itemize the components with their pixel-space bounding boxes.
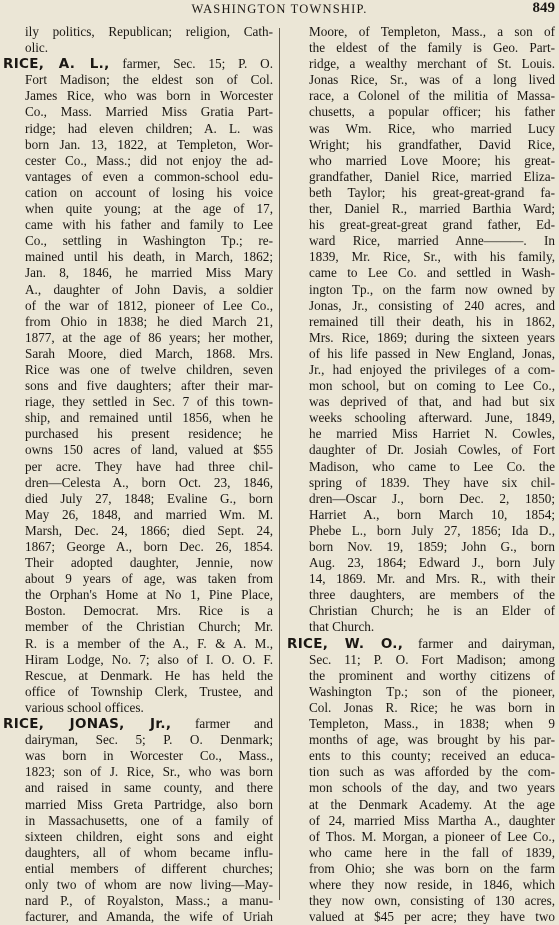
text-line	[287, 121, 555, 137]
text-line	[287, 587, 555, 603]
text-line	[3, 249, 273, 265]
line-text: Wright; his grandfather, David Rice,	[309, 136, 555, 152]
line-text: cester Co., Mass.; did not enjoy the ad-	[25, 152, 273, 168]
text-line	[3, 298, 273, 314]
line-text: beth Taylor; his great-great-grand fa-	[309, 184, 555, 200]
text-line	[3, 121, 273, 137]
text-line	[3, 442, 273, 458]
line-text: mon schools of the day, and two years	[309, 780, 555, 796]
line-text: Jan. 8, 1846, he married Miss Mary	[25, 265, 273, 281]
text-line	[287, 909, 555, 925]
text-line	[287, 684, 555, 700]
text-line	[287, 845, 555, 861]
line-text: his great-great-great grand father, Ed-	[309, 217, 555, 233]
line-text: Jr., had enjoyed the privileges of a com-	[309, 361, 555, 377]
line-text: Aug. 23, 1864; Edward J., born July	[309, 555, 555, 571]
line-text: Washington Tp.; son of the pioneer,	[309, 683, 555, 699]
text-line	[3, 426, 273, 442]
text-line	[287, 88, 555, 104]
line-text: race, a Colonel of the militia of Massa-	[309, 88, 555, 104]
line-text: dairyman, Sec. 5; P. O. Denmark;	[25, 732, 273, 748]
text-line	[3, 780, 273, 796]
text-line	[3, 603, 273, 619]
right-column	[287, 24, 556, 925]
text-line	[3, 201, 273, 217]
text-line	[287, 346, 555, 362]
text-line	[287, 459, 555, 475]
line-text: valued at $45 per acre; they have two	[309, 909, 555, 925]
line-text: weeks schooling afterward. June, 1849,	[309, 410, 555, 426]
line-text: farmer and	[171, 716, 273, 732]
line-text: 14, 1869. Mr. and Mrs. R., with their	[309, 571, 555, 587]
text-line	[287, 362, 555, 378]
line-text: Madison, who came to Lee Co. the	[309, 458, 555, 474]
text-line	[287, 507, 555, 523]
line-text: Boston. Democrat. Mrs. Rice is a	[25, 603, 273, 619]
text-line	[287, 233, 555, 249]
line-text: died July 27, 1848; Evaline G., born	[25, 490, 273, 506]
line-text: remained till their death, his in 1862,	[309, 313, 555, 329]
text-line	[287, 137, 555, 153]
page-number: 849	[532, 0, 555, 16]
text-line	[287, 893, 555, 909]
text-line	[3, 88, 273, 104]
text-line	[3, 797, 273, 813]
text-line	[287, 153, 555, 169]
text-line	[287, 829, 555, 845]
text-line	[3, 668, 273, 684]
line-text: ridge, a wealthy merchant of St. Louis.	[309, 56, 555, 72]
text-line	[3, 587, 273, 603]
text-line	[3, 877, 273, 893]
line-text: who married Love Moore; his great-	[309, 152, 555, 168]
line-text: Jonas Rice, Sr., was of a long lived	[309, 72, 555, 88]
line-text: A., daughter of John Davis, a soldier	[25, 281, 273, 297]
text-line	[3, 394, 273, 410]
line-text: sixteen children, eight sons and eight	[25, 828, 273, 844]
line-text: nard P., of Royalston, Mass.; a manu-	[25, 893, 273, 909]
text-line	[3, 346, 273, 362]
text-line	[3, 233, 273, 249]
line-text: cation on account of losing his voice	[25, 184, 273, 200]
line-text: Co., Mass. Married Miss Gratia Part-	[25, 104, 273, 120]
text-line	[3, 764, 273, 780]
text-line	[287, 265, 555, 281]
line-text: where they now reside, in 1846, which	[309, 876, 555, 892]
text-line	[287, 716, 555, 732]
text-line	[3, 700, 273, 716]
entry-name-heading: RICE, W. O.,	[287, 635, 404, 652]
line-text: vantages of even a common-school edu-	[25, 168, 273, 184]
line-text: months of age, was brought by his par-	[309, 732, 555, 748]
text-line	[3, 861, 273, 877]
line-text: of the war of 1812, pioneer of Lee Co.,	[25, 297, 273, 313]
line-text: ily politics, Republican; religion, Cath-	[25, 24, 273, 39]
text-line	[287, 426, 555, 442]
line-text: olic.	[25, 40, 49, 56]
line-text: Jonas, Jr., consisting of 240 acres, and	[309, 297, 555, 313]
text-line	[3, 571, 273, 587]
line-text: per acre. They have had three chil-	[25, 458, 273, 474]
text-line	[3, 378, 273, 394]
text-line	[287, 732, 555, 748]
line-text: married Miss Greta Partridge, also born	[25, 796, 273, 812]
line-text: tion such as was afforded by the com-	[309, 764, 555, 780]
text-line	[3, 459, 273, 475]
text-line	[287, 298, 555, 314]
text-line	[3, 40, 273, 56]
text-line	[287, 249, 555, 265]
line-text: mained until his death, in March, 1862;	[25, 249, 273, 265]
text-line	[287, 491, 555, 507]
line-text: from Ohio; she was born on the farm	[309, 860, 555, 876]
entry-name-heading: RICE, JONAS, Jr.,	[3, 716, 172, 733]
text-line	[3, 555, 273, 571]
line-text: came with his father and family to Lee	[25, 217, 273, 233]
line-text: 1839, Mr. Rice, Sr., with his family,	[309, 249, 555, 265]
line-text: when quite young; at the age of 17,	[25, 201, 273, 217]
line-text: 1823; son of J. Rice, Sr., who was born	[25, 764, 273, 780]
line-text: riage, they settled in Sec. 7 of this town-	[25, 394, 273, 410]
line-text: 1867; George A., born Dec. 26, 1854.	[25, 539, 273, 554]
line-text: of his life passed in New England, Jonas,	[309, 345, 555, 361]
line-text: various school offices.	[25, 699, 144, 715]
text-line	[287, 619, 555, 635]
text-line	[3, 265, 273, 281]
text-line	[3, 507, 273, 523]
line-text: Templeton, Mass., in 1838; when 9	[309, 716, 555, 732]
text-line	[3, 684, 273, 700]
line-text: ward Rice, married Anne———. In	[309, 233, 555, 249]
line-text: Harriet A., born March 10, 1854;	[309, 506, 555, 522]
text-line	[3, 491, 273, 507]
line-text: that Church.	[309, 619, 375, 635]
text-line	[3, 72, 273, 88]
text-line	[287, 282, 555, 298]
line-text: Moore, of Templeton, Mass., a son of	[309, 24, 555, 39]
text-line	[3, 829, 273, 845]
text-line	[287, 330, 555, 346]
text-line	[3, 362, 273, 378]
line-text: they now own, consisting of 130 acres,	[309, 893, 555, 909]
line-text: ship, and remained until 1856, when he	[25, 410, 273, 426]
line-text: the prominent and worthy citizens of	[309, 667, 555, 683]
line-text: owns 150 acres of land, valued at $55	[25, 442, 273, 458]
line-text: the Orphan's Home at No 1, Pine Place,	[25, 587, 273, 603]
line-text: ents to this county; received an educa-	[309, 748, 555, 764]
line-text: Their adopted daughter, Jennie, now	[25, 555, 273, 571]
line-text: farmer, Sec. 15; P. O.	[109, 56, 273, 72]
text-line	[287, 571, 555, 587]
line-text: Phebe L., born July 27, 1856; Ida D.,	[309, 522, 555, 538]
text-line	[287, 523, 555, 539]
text-line	[287, 797, 555, 813]
text-line	[3, 282, 273, 298]
text-line	[3, 137, 273, 153]
line-text: born Jan. 13, 1822, at Templeton, Wor-	[25, 136, 273, 152]
line-text: ther, Daniel R., married Barthia Ward;	[309, 201, 555, 217]
line-text: member of the Christian Church; Mr.	[25, 619, 273, 635]
line-text: Hiram Lodge, No. 7; also of I. O. O. F.	[25, 651, 273, 667]
text-line	[3, 636, 273, 652]
text-line	[287, 539, 555, 555]
column-rule	[279, 28, 280, 900]
line-text: the eldest of the family is Geo. Part-	[309, 40, 555, 56]
line-text: James Rice, who was born in Worcester	[25, 88, 273, 104]
line-text: Sarah Moore, died March, 1868. Mrs.	[25, 345, 273, 361]
line-text: daughter of Dr. Josiah Cowles, of Fort	[309, 442, 555, 458]
line-text: Col. Jonas R. Rice; he was born in	[309, 699, 555, 715]
text-line	[287, 700, 555, 716]
line-text: Rice was one of twelve children, seven	[25, 361, 273, 377]
line-text: dren—Oscar J., born Dec. 2, 1850;	[309, 490, 555, 506]
text-line	[3, 813, 273, 829]
text-line	[287, 813, 555, 829]
line-text: in Massachusetts, one of a family of	[25, 812, 273, 828]
line-text: ential members of different churches;	[25, 860, 273, 876]
text-line	[287, 56, 555, 72]
line-text: facturer, and Amanda, the wife of Uriah	[25, 909, 273, 925]
text-line	[287, 475, 555, 491]
line-text: of 24, married Miss Martha A., daughter	[309, 812, 555, 828]
entry-name-heading: RICE, A. L.,	[3, 56, 110, 73]
text-line	[287, 185, 555, 201]
text-line	[3, 716, 273, 732]
text-line	[3, 169, 273, 185]
text-line	[3, 539, 273, 555]
text-line	[287, 780, 555, 796]
text-line	[3, 217, 273, 233]
line-text: purchased his present residence; he	[25, 426, 273, 442]
text-line	[287, 668, 555, 684]
text-line	[3, 523, 273, 539]
line-text: farmer and dairyman,	[403, 635, 556, 651]
text-line	[287, 72, 555, 88]
line-text: came to Lee Co. and settled in Wash-	[309, 265, 555, 281]
text-line	[3, 24, 273, 40]
text-line	[3, 909, 273, 925]
text-line	[3, 330, 273, 346]
text-line	[3, 153, 273, 169]
line-text: about 9 years of age, was taken from	[25, 571, 273, 587]
text-line	[287, 40, 555, 56]
page-header	[0, 0, 559, 20]
text-line	[287, 378, 555, 394]
line-text: Fort Madison; the eldest son of Col.	[25, 72, 273, 88]
text-line	[3, 893, 273, 909]
text-line	[287, 24, 555, 40]
text-line	[3, 652, 273, 668]
line-text: Marsh, Dec. 24, 1866; died Sept. 24,	[25, 522, 273, 538]
text-line	[287, 861, 555, 877]
text-line	[287, 555, 555, 571]
text-line	[3, 410, 273, 426]
text-line	[3, 185, 273, 201]
left-column	[3, 24, 273, 925]
line-text: daughters, all of whom became influ-	[25, 844, 273, 860]
line-text: who came here in the fall of 1839,	[309, 844, 555, 860]
text-line	[287, 169, 555, 185]
line-text: at the Denmark Academy. At the age	[309, 796, 555, 812]
text-line	[3, 475, 273, 491]
text-line	[3, 748, 273, 764]
line-text: grandfather, Daniel Rice, married Eliza-	[309, 168, 555, 184]
text-line	[287, 764, 555, 780]
text-line	[3, 845, 273, 861]
line-text: born Nov. 19, 1859; John G., born	[309, 539, 555, 554]
line-text: Christian Church; he is an Elder of	[309, 603, 555, 619]
line-text: dren—Celesta A., born Oct. 23, 1846,	[25, 474, 273, 490]
text-line	[287, 217, 555, 233]
line-text: sons and five daughters; after their mar-	[25, 378, 273, 394]
line-text: chusetts, a popular officer; his father	[309, 104, 555, 120]
line-text: R. is a member of the A., F. & A. M.,	[25, 635, 273, 651]
line-text: only two of whom are now living—May-	[25, 876, 273, 892]
text-line	[287, 636, 555, 652]
text-line	[287, 652, 555, 668]
text-line	[287, 442, 555, 458]
text-line	[3, 314, 273, 330]
text-line	[287, 603, 555, 619]
text-line	[3, 619, 273, 635]
line-text: Co., settling in Washington Tp.; re-	[25, 233, 273, 249]
line-text: ington Tp., on the farm now owned by	[309, 281, 555, 297]
line-text: Mrs. Rice, 1869; during the sixteen years	[309, 329, 555, 345]
text-line	[3, 56, 273, 72]
line-text: was deprived of that, and had but six	[309, 394, 555, 410]
line-text: Rescue, at Denmark. He has held the	[25, 667, 273, 683]
text-line	[287, 394, 555, 410]
line-text: and raised in same county, and there	[25, 780, 273, 796]
text-line	[287, 201, 555, 217]
text-line	[287, 877, 555, 893]
line-text: from Ohio in 1838; he died March 21,	[25, 313, 273, 329]
line-text: of Thos. M. Morgan, a pioneer of Lee Co.,	[309, 828, 555, 844]
line-text: three daughters, are members of the	[309, 587, 555, 603]
line-text: mon school, but on coming to Lee Co.,	[309, 378, 555, 394]
line-text: he married Miss Harriet N. Cowles,	[309, 426, 555, 442]
line-text: was Wm. Rice, who married Lucy	[309, 120, 555, 136]
line-text: May 26, 1848, and married Wm. M.	[25, 506, 273, 522]
line-text: office of Township Clerk, Trustee, and	[25, 683, 273, 699]
text-line	[3, 104, 273, 120]
text-line	[3, 732, 273, 748]
line-text: was born in Worcester Co., Mass.,	[25, 748, 273, 764]
line-text: Sec. 11; P. O. Fort Madison; among	[309, 651, 555, 667]
line-text: spring of 1839. They have six chil-	[309, 474, 555, 490]
line-text: ridge; had eleven children; A. L. was	[25, 120, 273, 136]
text-line	[287, 748, 555, 764]
text-line	[287, 410, 555, 426]
text-line	[287, 104, 555, 120]
text-line	[287, 314, 555, 330]
running-head: WASHINGTON TOWNSHIP.	[191, 2, 368, 16]
line-text: 1877, at the age of 86 years; her mother,	[25, 329, 273, 345]
